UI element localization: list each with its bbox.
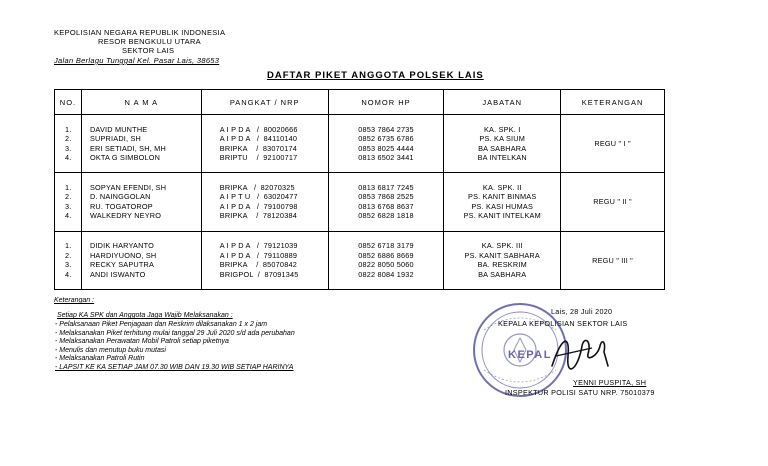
member-rank: BRIPKA / 83070174 xyxy=(219,143,297,153)
member-name: ERI SETIADI, SH, MH xyxy=(89,143,166,153)
group-label: REGU " II " xyxy=(561,173,665,231)
member-phone: 0852 6886 8669 xyxy=(358,250,414,260)
member-name: RU. TOGATOROP xyxy=(89,201,153,211)
note-item: - Menulis dan menutup buku mutasi xyxy=(55,346,166,354)
row-no: 1. xyxy=(65,182,72,192)
piket-table xyxy=(54,89,665,290)
row-no: 2. xyxy=(65,134,72,144)
member-name: OKTA G SIMBOLON xyxy=(89,153,161,163)
notes-list xyxy=(55,321,295,373)
signature-position: KEPALA KEPOLISIAN SEKTOR LAIS xyxy=(498,319,628,328)
col-header-hp: NOMOR HP xyxy=(328,90,444,115)
col-header-pangkat: PANGKAT / NRP xyxy=(201,90,328,115)
row-no: 2. xyxy=(65,192,72,202)
member-position: BA. RESKRIM xyxy=(477,260,527,270)
stamp-text: KEPAL xyxy=(508,349,552,361)
note-item-last: - LAPSIT KE KA SETIAP JAM 07.30 WIB DAN 19.30 WIB SETIAP HARINYA xyxy=(55,363,294,371)
member-rank: BRIGPOL / 87091345 xyxy=(219,269,299,279)
member-phone: 0852 6718 3179 xyxy=(358,241,414,251)
signature-place-date: Lais, 28 Juli 2020 xyxy=(551,307,613,316)
row-no: 4. xyxy=(65,153,72,163)
note-item: - Melaksanakan Piket terhitung mulai tanggal 29 Juli 2020 s/d ada perubahan xyxy=(55,329,295,337)
member-name: SUPRIADI, SH xyxy=(89,134,142,144)
member-position: BA SABHARA xyxy=(478,143,527,153)
row-no: 3. xyxy=(65,201,72,211)
group-label: REGU " III " xyxy=(561,231,665,289)
member-phone: 0853 8025 4444 xyxy=(358,143,414,153)
col-header-no: NO. xyxy=(55,90,82,115)
document-title: DAFTAR PIKET ANGGOTA POLSEK LAIS xyxy=(267,70,484,81)
table-row xyxy=(55,173,665,231)
address: Jalan Berlagu Tunggal Kel. Pasar Lais, 38653 xyxy=(54,56,220,65)
org-sektor: SEKTOR LAIS xyxy=(122,46,175,55)
member-name: DAVID MUNTHE xyxy=(89,124,148,134)
member-phone: 0813 6768 8637 xyxy=(358,201,414,211)
org-name: KEPOLISIAN NEGARA REPUBLIK INDONESIA xyxy=(54,28,226,37)
member-rank: A I P D A / 80020666 xyxy=(219,124,298,134)
member-phone: 0822 8084 1932 xyxy=(358,269,414,279)
member-phone: 0852 6828 1818 xyxy=(358,211,414,221)
member-position: PS. KANIT INTELKAM xyxy=(463,211,541,221)
member-position: PS. KANIT BINMAS xyxy=(468,192,537,202)
row-no: 3. xyxy=(65,143,72,153)
member-name: ANDI ISWANTO xyxy=(89,269,146,279)
row-no: 4. xyxy=(65,211,72,221)
member-phone: 0813 6817 7245 xyxy=(358,182,414,192)
member-position: KA. SPK. I xyxy=(483,124,521,134)
member-rank: A I P D A / 79110889 xyxy=(219,250,298,260)
member-rank: BRIPKA / 78120384 xyxy=(219,211,297,221)
member-name: D. NAINGGOLAN xyxy=(89,192,151,202)
table-header-row xyxy=(55,90,665,115)
member-name: HARDIYUONO, SH xyxy=(89,250,157,260)
col-header-keterangan: KETERANGAN xyxy=(561,90,665,115)
member-position: PS. KANIT SABHARA xyxy=(464,250,540,260)
notes-intro: Setiap KA SPK dan Anggota Jaga Wajib Melaksanakan : xyxy=(57,312,233,319)
member-rank: BRIPKA / 85070842 xyxy=(219,260,297,270)
col-header-nama: N A M A xyxy=(81,90,201,115)
member-rank: A I P D A / 79100798 xyxy=(219,201,298,211)
row-no: 3. xyxy=(65,260,72,270)
member-phone: 0853 7864 2735 xyxy=(358,124,414,134)
signature-name: YENNI PUSPITA, SH xyxy=(573,378,647,387)
member-rank: BRIPTU / 92100717 xyxy=(219,153,298,163)
member-phone: 0852 6735 6786 xyxy=(358,134,414,144)
notes-heading: Keterangan : xyxy=(54,297,95,304)
member-position: PS. KA SIUM xyxy=(479,134,526,144)
member-rank: A I P T U / 63020477 xyxy=(219,192,298,202)
member-phone: 0822 8050 5060 xyxy=(358,260,414,270)
signature-scribble xyxy=(548,326,612,376)
member-name: WALKEDRY NEYRO xyxy=(89,211,162,221)
table-row xyxy=(55,115,665,173)
signature-rank-nrp: INSPEKTUR POLISI SATU NRP. 75010379 xyxy=(505,388,655,397)
member-position: KA. SPK. II xyxy=(482,182,522,192)
org-resor: RESOR BENGKULU UTARA xyxy=(98,37,201,46)
member-position: KA. SPK. III xyxy=(481,241,523,251)
member-rank: BRIPKA / 82070325 xyxy=(219,182,295,192)
row-no: 2. xyxy=(65,250,72,260)
member-phone: 0813 6502 3441 xyxy=(358,153,414,163)
member-name: DIDIK HARYANTO xyxy=(89,241,154,251)
row-no: 4. xyxy=(65,269,72,279)
member-name: SOPYAN EFENDI, SH xyxy=(89,182,167,192)
table-row xyxy=(55,231,665,289)
row-no: 1. xyxy=(65,241,72,251)
member-phone: 0853 7868 2525 xyxy=(358,192,414,202)
member-position: PS. KASI HUMAS xyxy=(471,201,534,211)
row-no: 1. xyxy=(65,124,72,134)
note-item: - Melaksanakan Patroli Rutin xyxy=(55,355,145,363)
member-rank: A I P D A / 79121039 xyxy=(219,241,298,251)
group-label: REGU " I " xyxy=(561,115,665,173)
note-item: - Pelaksanaan Piket Penjagaan dan Reskrim dilaksanakan 1 x 2 jam xyxy=(55,321,268,328)
col-header-jabatan: JABATAN xyxy=(444,90,561,115)
note-item: - Melaksanakan Perawatan Mobil Patroli setiap piketnya xyxy=(55,338,229,346)
member-name: RECKY SAPUTRA xyxy=(89,260,155,270)
member-rank: A I P D A / 84110140 xyxy=(219,134,298,144)
member-position: BA INTELKAN xyxy=(477,153,527,163)
member-position: BA SABHARA xyxy=(478,269,527,279)
